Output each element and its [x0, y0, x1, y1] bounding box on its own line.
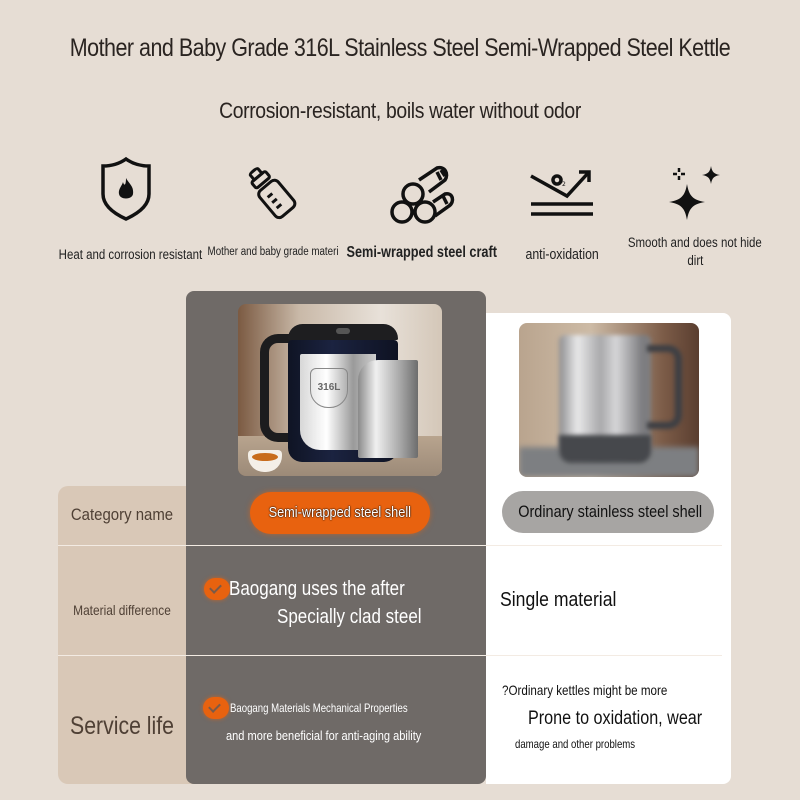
- svg-text:2: 2: [562, 181, 566, 188]
- life-theirs-line1: ?Ordinary kettles might be more: [502, 682, 668, 698]
- row-divider: [58, 545, 722, 546]
- feature-label: Mother and baby grade materi: [207, 246, 339, 258]
- material-difference-label: Material difference: [73, 602, 171, 618]
- material-theirs: Single material: [500, 589, 617, 611]
- feature-anti-oxidation: [492, 168, 632, 264]
- page-title: Mother and Baby Grade 316L Stainless Steel Semi-Wrapped Steel Kettle: [69, 34, 731, 62]
- shield-flame-icon: [99, 156, 153, 222]
- feature-label: dirt: [687, 253, 703, 268]
- row-divider: [58, 655, 722, 656]
- ordinary-shell-pill: Ordinary stainless steel shell: [502, 491, 714, 533]
- grade-316l-badge: 316L: [310, 368, 348, 408]
- feature-label: Smooth and does not hide: [628, 235, 762, 250]
- material-ours-line2: Specially clad steel: [277, 606, 422, 628]
- life-ours-line1: Baogang Materials Mechanical Properties: [230, 701, 408, 715]
- service-life-label: Service life: [70, 712, 174, 740]
- oxygen-deflect-icon: [529, 168, 595, 218]
- feature-label: Heat and corrosion resistant: [58, 247, 203, 262]
- check-icon: [204, 578, 230, 600]
- category-name-label: Category name: [70, 505, 174, 524]
- baby-bottle-icon: [241, 162, 301, 222]
- material-ours-line1: Baogang uses the after: [229, 578, 405, 600]
- life-ours-line2: and more beneficial for anti-aging ability: [226, 728, 422, 743]
- page-subtitle: Corrosion-resistant, boils water without odor: [219, 98, 581, 123]
- feature-label: Semi-wrapped steel craft: [346, 244, 498, 261]
- feature-label: anti-oxidation: [525, 247, 599, 263]
- feature-heat-resistant: [46, 156, 206, 264]
- life-theirs-line3: damage and other problems: [515, 737, 636, 751]
- check-icon: [203, 697, 229, 719]
- semi-wrapped-kettle-image: [238, 304, 442, 476]
- ordinary-kettle-image: [519, 323, 699, 477]
- life-theirs-line2: Prone to oxidation, wear: [528, 708, 703, 729]
- sparkle-icon: [667, 164, 723, 222]
- steel-rolls-icon: [389, 162, 455, 226]
- semi-wrapped-shell-pill: Semi-wrapped steel shell: [250, 492, 430, 534]
- feature-smooth: [615, 164, 775, 270]
